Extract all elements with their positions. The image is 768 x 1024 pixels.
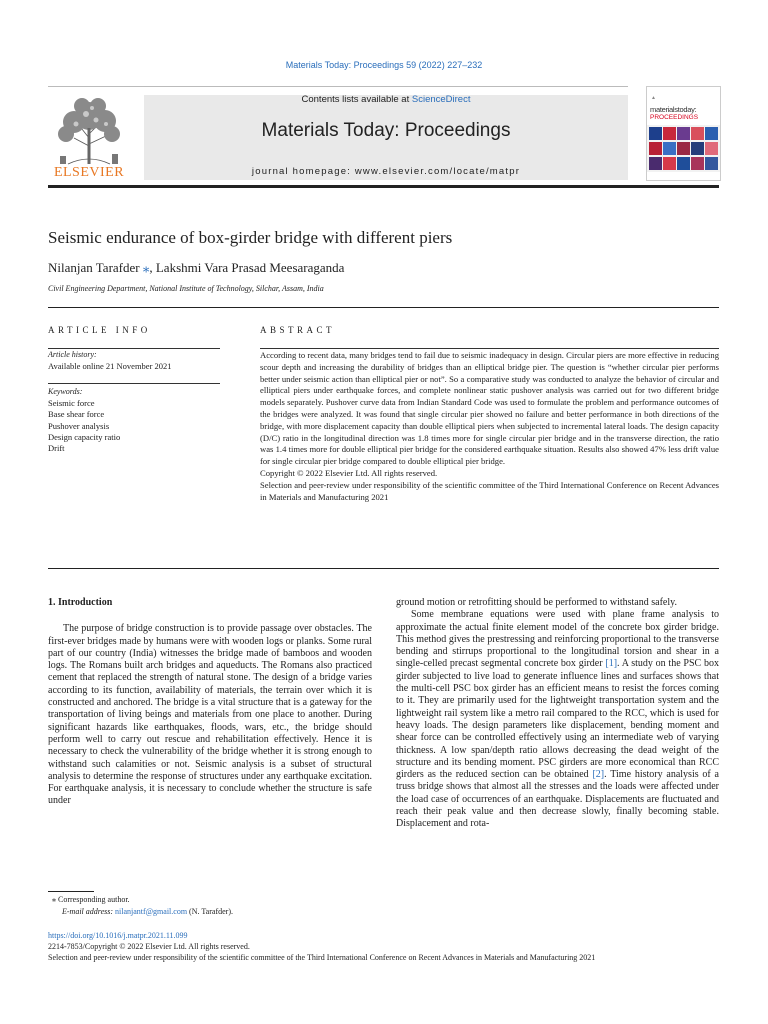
cover-title: materialstoday: [650, 105, 697, 114]
keyword-item: Base shear force [48, 409, 105, 420]
body-column-left [48, 597, 372, 808]
reference-link[interactable]: [1] [605, 658, 618, 670]
abstract-paragraph: According to recent data, many bridges tend to fail due to seismic inadequacy in design. Circular piers are more effective in reducing scour depth and increasing the durability of bridges than an elliptical bridge pier. The question is “whether circular pier performs better under seismic action than elliptical pier or not”. So a comparative study was conducted to analyze the behavior of circular and elliptical piers under earthquake forces, and complete nonlinear static pushover analysis was carried out for two different bridge models separately. Pushover curve data from Indian Standard Code was used to formulate the problem and performance outcomes of the bridges were analyzed. It was found that single circular pier showed no failure and better performance in both directions of the bridge, with more displacement capacity than double elliptical piers when subjected to incremental lateral loads. The design capacity (D/C) ratio in the longitudinal direction was 1.8 times more for single circular pier bridge and in the transverse direction, the ratio was 1.4 times more for double elliptical pier bridge for the considered earthquake situation. Results also showed 47% less drift value for single circular pier bridge compared to double elliptical pier bridge. [260, 350, 719, 467]
cover-logo-icon: ▲ [651, 95, 656, 101]
introduction-heading: 1. Introduction [48, 597, 113, 608]
body-paragraph: ground motion or retrofitting should be performed to withstand safely. [396, 597, 677, 608]
author-list [48, 260, 344, 276]
header-thick-rule [48, 185, 719, 188]
corresponding-author-marker[interactable]: ⁎ [142, 260, 150, 275]
paper-title: Seismic endurance of box-girder bridge with different piers [48, 228, 453, 247]
article-history-value: Available online 21 November 2021 [48, 361, 172, 371]
article-info-divider [48, 348, 220, 349]
doi-link[interactable]: https://doi.org/10.1016/j.matpr.2021.11.099 [48, 931, 188, 940]
body-paragraph: The purpose of bridge construction is to provide passage over obstacles. The first-ever bridges made by humans were with wooden logs or planks. Some rural part of our country (India) witnesses the bridge made of bamboos and wooden logs. The Romans built arch bridges and aqueducts. The Romans also practiced cement that replaced the strength of natural stone. The design of a bridge varies according to its function, availability of materials, the terrain over which it is constructed and anchored. The bridge is a vital structure that is a gateway for the transportation of living beings and materials from one place to another. During significant hazards like earthquakes, floods, wars, etc., the bridge should perform well to carry out rescue and rehabilitation effectively. Hence it is necessary to check the vulnerability of the bridge whether it is strong enough to withstand such calamities or not. Seismic analysis is a subset of structural analysis to determine the response of structures under any earthquake excitation. For earthquake analysis, it is necessary to conclude whether the structure is safe under [48, 623, 372, 807]
paragraph-text: Some membrane equations were used with plane frame analysis to approximate the actual finite element model of the concrete box girder bridge. This method gives the prestressing and reinforcing proportional to the transverse bending and stirrups proportional to the longitudinal torsion and shear in a single-celled precast segmental concrete box girder [396, 609, 719, 670]
reference-link[interactable]: [2] [592, 769, 605, 781]
body-column-right [396, 597, 719, 831]
author-name: Nilanjan Tarafder [48, 260, 140, 275]
cover-mosaic-image [647, 125, 720, 172]
footnote-divider [48, 891, 94, 892]
affiliation: Civil Engineering Department, National Institute of Technology, Silchar, Assam, India [48, 284, 324, 293]
abstract-body [260, 350, 719, 503]
abstract-copyright: Copyright © 2022 Elsevier Ltd. All rights reserved. [260, 467, 438, 478]
section-divider [48, 568, 719, 569]
email-label: E-mail address: [62, 907, 116, 916]
header-divider [48, 86, 628, 87]
keywords-label: Keywords: [48, 387, 83, 396]
email-link[interactable]: nilanjantf@gmail.com [115, 907, 188, 916]
email-footnote [62, 907, 233, 916]
keywords-list [48, 398, 120, 454]
keyword-item: Seismic force [48, 398, 95, 408]
email-suffix: (N. Tarafder). [187, 907, 233, 916]
contents-line [144, 94, 628, 105]
journal-cover-thumbnail[interactable] [646, 86, 721, 181]
body-paragraph [396, 609, 719, 830]
article-history-label: Article history: [48, 350, 97, 359]
contents-prefix: Contents lists available at [301, 94, 412, 105]
keyword-item: Pushover analysis [48, 420, 110, 431]
paragraph-text: . Time history analysis of a truss bridge shows that almost all the stresses and the loads were affected under the load case of occurrences of an earthquake. Displacements are fluctuated and reach their peak value and then decrease slowly, finally becoming stable. Displacement and rota- [396, 769, 719, 830]
author-name: Lakshmi Vara Prasad Meesaraganda [155, 260, 345, 275]
sciencedirect-link[interactable]: ScienceDirect [411, 94, 471, 105]
author-separator: , [149, 260, 156, 275]
footer-peer-review: Selection and peer-review under responsibility of the scientific committee of the Third International Conference on Recent Advances in Materials and Manufacturing 2021 [48, 953, 596, 962]
abstract-divider [260, 348, 719, 349]
corresponding-author-note: ⁎ Corresponding author. [52, 895, 130, 904]
article-info-divider [48, 383, 220, 384]
journal-reference-link[interactable]: Materials Today: Proceedings 59 (2022) 227–232 [285, 60, 483, 70]
abstract-peer-review: Selection and peer-review under responsibility of the scientific committee of the Third International Conference on Recent Advances in Materials and Manufacturing 2021 [260, 479, 719, 502]
elsevier-wordmark: ELSEVIER [53, 165, 125, 180]
section-divider [48, 307, 719, 308]
keyword-item: Design capacity ratio [48, 431, 121, 442]
cover-subtitle: PROCEEDINGS [650, 114, 699, 121]
article-info-heading: ARTICLE INFO [48, 325, 151, 335]
paragraph-text: . A study on the PSC box girder subjected to live load to generate influence lines and surfaces shows that the multi-cell PSC box girder has an efficient means to resist the forces coming to it. They are primarily used for the lightweight transportation system and the lightweight rail system like a metro rail compared to the RCC, which is used for heavy loads. The design parameters like displacement, bending moment and shear force can be controlled effectively using an intermediate web of varying thickness. A low span/depth ratio allows decreasing the dead weight of the structure and its bending moment. PSC girders are more economical than RCC girders as the reduced section can be obtained [396, 658, 719, 781]
journal-homepage-link[interactable]: journal homepage: www.elsevier.com/locate/matpr [251, 166, 521, 177]
keyword-item: Drift [48, 443, 65, 454]
journal-title: Materials Today: Proceedings [261, 120, 511, 141]
abstract-heading: ABSTRACT [260, 325, 336, 335]
issn-copyright: 2214-7853/Copyright © 2022 Elsevier Ltd. All rights reserved. [48, 942, 250, 951]
